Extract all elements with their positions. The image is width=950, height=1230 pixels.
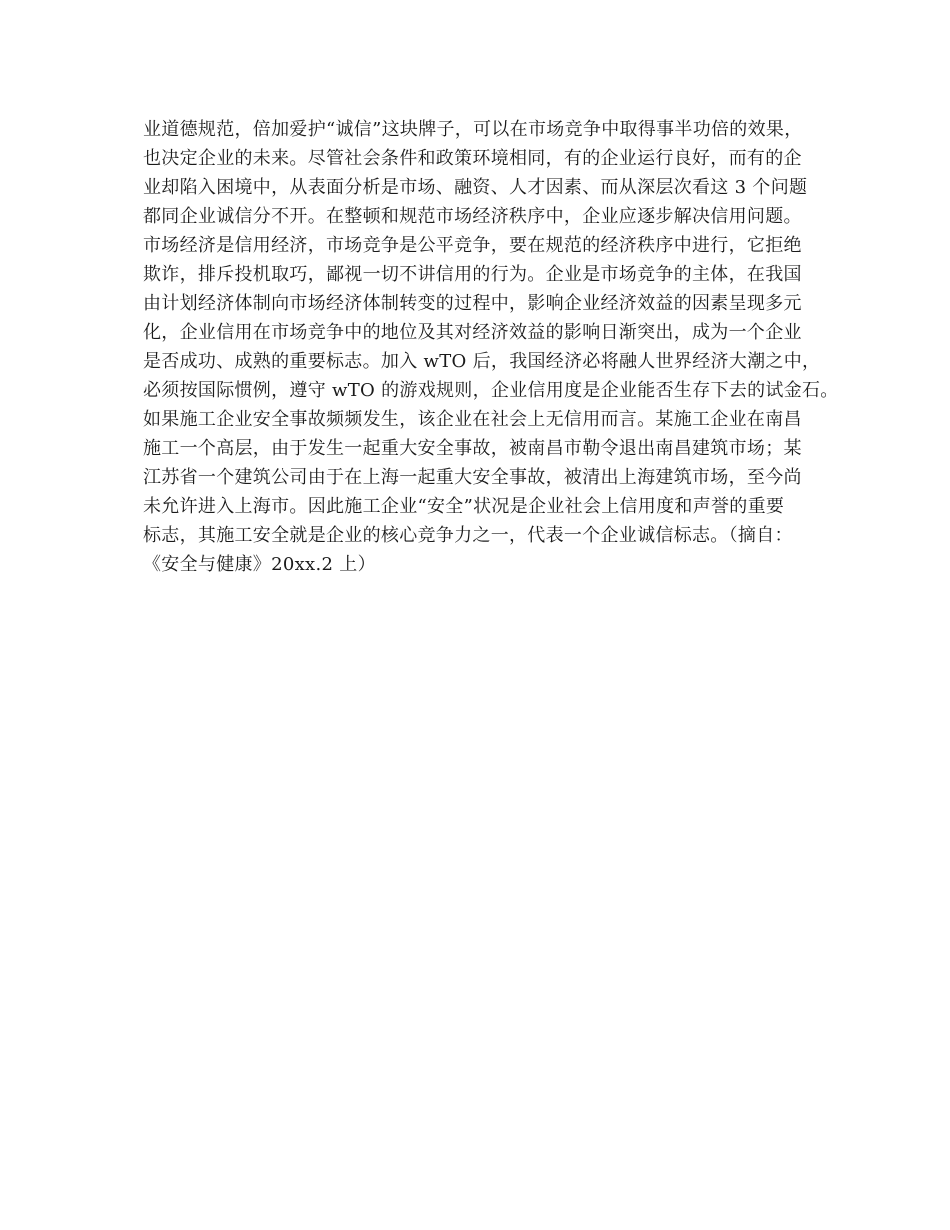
text-line: 业道德规范，倍加爱护“诚信”这块牌子，可以在市场竞争中取得事半功倍的效果， — [143, 119, 803, 140]
text-line: 业却陷入困境中，从表面分析是市场、融资、人才因素、而从深层次看这 3 个问题 — [143, 177, 808, 198]
body-text — [143, 115, 843, 579]
text-line: 江苏省一个建筑公司由于在上海一起重大安全事故，被清出上海建筑市场，至今尚 — [143, 467, 802, 488]
text-line: 市场经济是信用经济，市场竞争是公平竞争，要在规范的经济秩序中进行，它拒绝 — [143, 235, 802, 256]
text-line: 未允许进入上海市。因此施工企业“安全”状况是企业社会上信用度和声誉的重要 — [143, 496, 785, 517]
text-line: 《安全与健康》20xx.2 上） — [143, 554, 376, 575]
text-line: 标志，其施工安全就是企业的核心竞争力之一，代表一个企业诚信标志。（摘自： — [143, 525, 793, 546]
text-line: 都同企业诚信分不开。在整顿和规范市场经济秩序中，企业应逐步解决信用问题。 — [143, 206, 802, 227]
text-line: 欺诈，排斥投机取巧，鄙视一切不讲信用的行为。企业是市场竞争的主体，在我国 — [143, 264, 802, 285]
text-line: 化，企业信用在市场竞争中的地位及其对经济效益的影响日渐突出，成为一个企业 — [143, 322, 802, 343]
text-line: 必须按国际惯例，遵守 wTO 的游戏规则，企业信用度是企业能否生存下去的试金石。 — [143, 380, 839, 401]
text-line: 由计划经济体制向市场经济体制转变的过程中，影响企业经济效益的因素呈现多元 — [143, 293, 802, 314]
text-line: 施工一个高层，由于发生一起重大安全事故，被南昌市勒令退出南昌建筑市场；某 — [143, 438, 802, 459]
text-line: 也决定企业的未来。尽管社会条件和政策环境相同，有的企业运行良好，而有的企 — [143, 148, 802, 169]
text-line: 是否成功、成熟的重要标志。加入 wTO 后，我国经济必将融人世界经济大潮之中， — [143, 351, 821, 372]
text-line: 如果施工企业安全事故频频发生，该企业在社会上无信用而言。某施工企业在南昌 — [143, 409, 802, 430]
